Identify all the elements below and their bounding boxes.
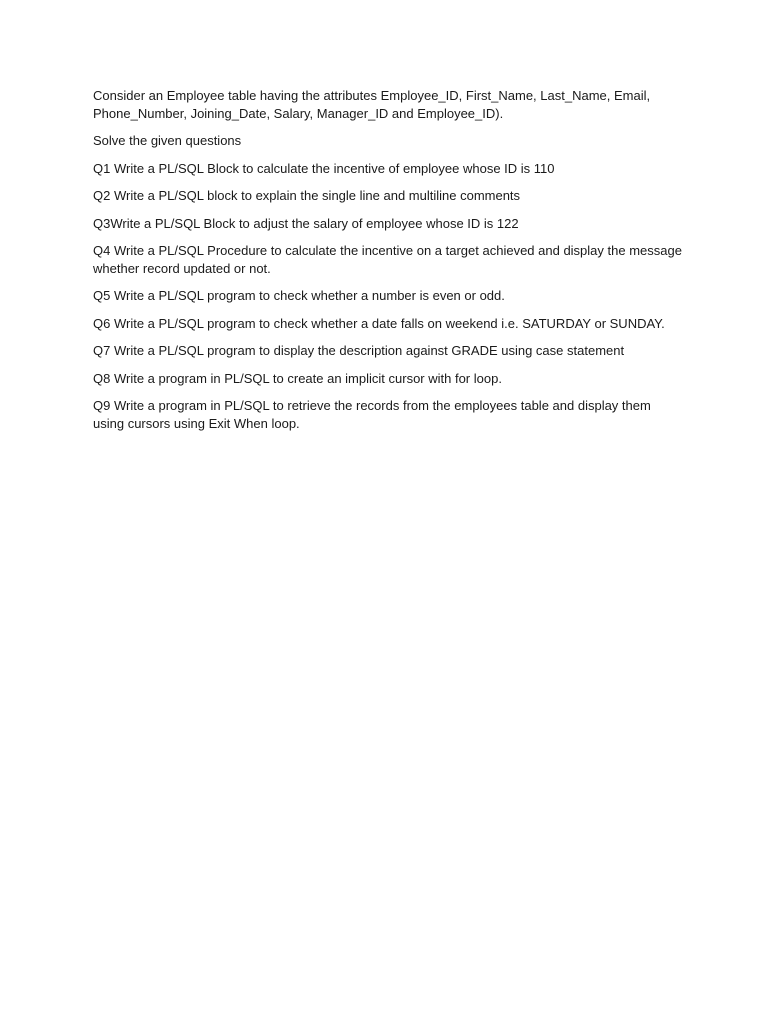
question-9: Q9 Write a program in PL/SQL to retrieve the records from the employees table and display them using cursors using Exit When loop. [93, 398, 651, 431]
question-3: Q3Write a PL/SQL Block to adjust the salary of employee whose ID is 122 [93, 215, 519, 231]
question-6: Q6 Write a PL/SQL program to check whether a date falls on weekend i.e. SATURDAY or SUNDAY. [93, 315, 665, 331]
question-8: Q8 Write a program in PL/SQL to create an implicit cursor with for loop. [93, 370, 502, 386]
question-7: Q7 Write a PL/SQL program to display the description against GRADE using case statement [93, 343, 625, 358]
document-page [93, 87, 683, 442]
intro-paragraph: Consider an Employee table having the attributes Employee_ID, First_Name, Last_Name, Email, Phone_Number, Joining_Date, Salary, Manager_ID and Employee_ID). [93, 88, 651, 121]
instruction-paragraph: Solve the given questions [93, 133, 242, 148]
question-5: Q5 Write a PL/SQL program to check whether a number is even or odd. [93, 288, 505, 303]
question-4: Q4 Write a PL/SQL Procedure to calculate the incentive on a target achieved and display the message whether record updated or not. [93, 243, 682, 276]
question-1: Q1 Write a PL/SQL Block to calculate the incentive of employee whose ID is 110 [93, 160, 555, 176]
question-2: Q2 Write a PL/SQL block to explain the single line and multiline comments [93, 188, 521, 203]
